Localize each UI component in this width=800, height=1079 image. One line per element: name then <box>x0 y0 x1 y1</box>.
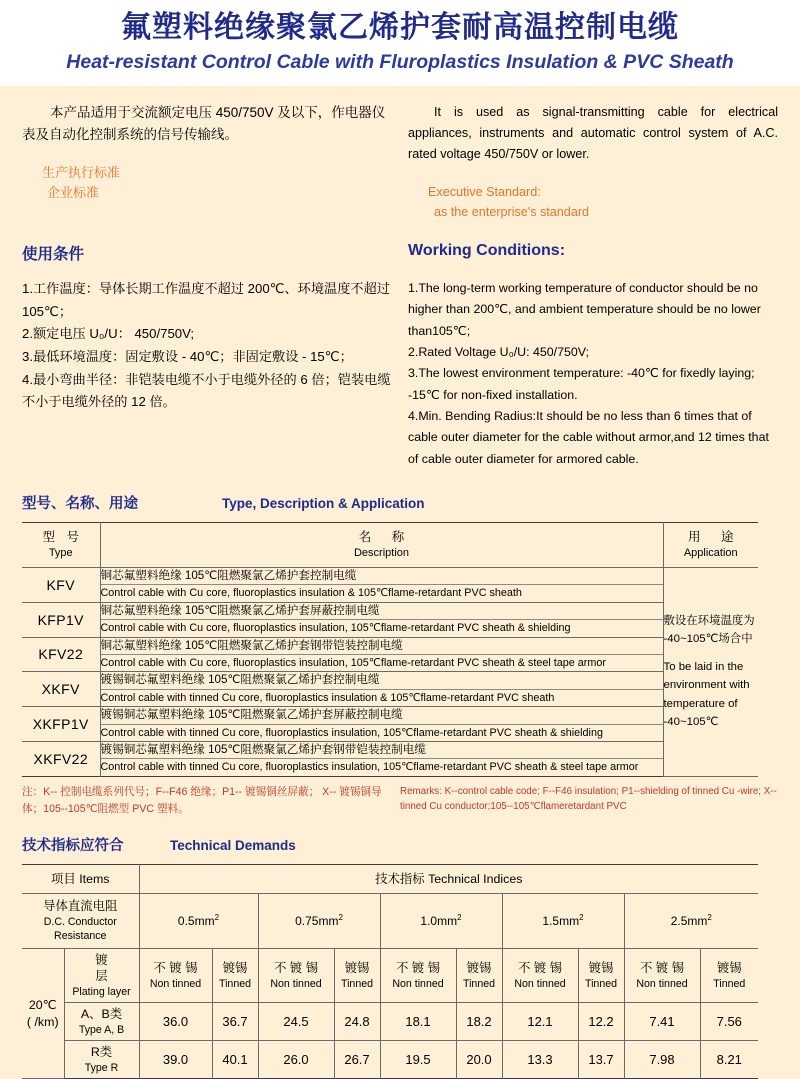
plating-tinned-en-3: Tinned <box>463 977 495 990</box>
row-label-dc-resistance <box>22 894 139 948</box>
condition-item-en-2: 2.Rated Voltage U₀/U: 450/750V; <box>408 344 590 359</box>
demands-plating-row <box>22 948 758 1003</box>
plating-tinned-en-2: Tinned <box>341 977 373 990</box>
plating-type-tinned-5 <box>700 948 758 1003</box>
size-sup-1: 2 <box>214 912 220 922</box>
technical-demands-table <box>22 864 758 1079</box>
header-type-en: Type <box>48 547 73 560</box>
demands-title-english: Technical Demands <box>170 837 296 853</box>
row-description-cn-6: 镀锡铜芯氟塑料绝缘 105℃阻燃聚氯乙烯护套钢带铠装控制电缆 <box>100 742 426 756</box>
table-row <box>22 707 758 742</box>
dc-resistance-label-en1: D.C. Conductor <box>43 916 117 928</box>
value-ab-9: 7.41 <box>624 1003 700 1041</box>
value-ab-5: 18.1 <box>380 1003 456 1041</box>
size-header-3 <box>380 894 502 948</box>
table-row <box>22 1041 758 1079</box>
header-technical-indices: 技术指标 Technical Indices <box>139 864 758 894</box>
plating-nontinned-en-2: Non tinned <box>270 977 322 990</box>
plating-tinned-en-4: Tinned <box>585 977 617 990</box>
row-description-5 <box>100 707 663 742</box>
row-description-cn-2: 铜芯氟塑料绝缘 105℃阻燃聚氯乙烯护套屏蔽控制电缆 <box>100 603 380 617</box>
row-description-en-2: Control cable with Cu core, fluoroplastics insulation, 105℃flame-retardant PVC sheath & shielding <box>101 619 663 636</box>
header-application-en: Application <box>683 547 738 560</box>
size-sup-3: 2 <box>457 912 462 922</box>
standard-block-english <box>408 182 778 222</box>
plating-tinned-cn-1: 镀锡 <box>222 960 248 975</box>
header-cell-application <box>663 522 758 567</box>
size-sup-5: 2 <box>707 912 712 922</box>
type-ab-label <box>64 1003 139 1041</box>
row-description-cn-3: 铜芯氟塑料绝缘 105℃阻燃聚氯乙烯护套钢带铠装控制电缆 <box>100 638 403 652</box>
header-application-cn: 用 途 <box>687 529 738 544</box>
plating-type-nontinned-2 <box>258 948 334 1003</box>
working-conditions-body <box>22 278 778 470</box>
plating-tinned-cn-2: 镀锡 <box>344 960 370 975</box>
page-title-english: Heat-resistant Control Cable with Fluroplastics Insulation & PVC Sheath <box>66 51 734 73</box>
table-row <box>22 567 758 602</box>
plating-type-tinned-3 <box>456 948 502 1003</box>
intro-column-english <box>400 102 778 222</box>
size-header-1 <box>139 894 258 948</box>
standard-value-english: as the enterprise's standard <box>434 204 590 219</box>
standard-label-english: Executive Standard: <box>428 184 541 199</box>
row-description-en-5: Control cable with tinned Cu core, fluoroplastics insulation, 105℃flame-retardant PVC sheath & shielding <box>101 724 663 741</box>
application-cell <box>663 567 758 776</box>
header-description-en: Description <box>353 547 410 560</box>
application-text-english: To be laid in the environment with temperature of -40~105℃ <box>663 660 750 729</box>
row-description-1 <box>100 567 663 602</box>
condition-item-en-1: 1.The long-term working temperature of conductor should be no higher than 200℃, and ambient temperature should be no lower than105℃; <box>408 280 761 338</box>
plating-type-tinned-2 <box>334 948 380 1003</box>
row-description-cn-5: 镀锡铜芯氟塑料绝缘 105℃阻燃聚氯乙烯护套屏蔽控制电缆 <box>100 708 403 722</box>
plating-tinned-en-5: Tinned <box>713 977 746 990</box>
size-value-5: 2.5mm <box>670 913 708 928</box>
type-table-wrapper <box>0 522 800 777</box>
demands-title-chinese: 技术指标应符合 <box>22 837 124 854</box>
type-section-title-chinese: 型号、名称、用途 <box>22 495 138 512</box>
temp-unit-cell <box>22 948 64 1079</box>
table-row <box>22 1003 758 1041</box>
dc-resistance-label-en2: Resistance <box>54 930 107 943</box>
value-r-4: 26.7 <box>334 1041 380 1079</box>
header-items: 项目 Items <box>22 864 139 894</box>
row-description-6 <box>100 741 663 776</box>
header-cell-description <box>100 522 663 567</box>
value-r-3: 26.0 <box>258 1041 334 1079</box>
value-r-7: 13.3 <box>502 1041 578 1079</box>
size-value-1: 0.5mm <box>177 913 215 928</box>
size-header-2 <box>258 894 380 948</box>
row-description-4 <box>100 672 663 707</box>
row-description-3 <box>100 637 663 672</box>
plating-nontinned-cn-2: 不 镀 锡 <box>273 960 319 975</box>
application-text-chinese: 敷设在环境温度为 -40~105℃场合中 <box>663 614 755 646</box>
dc-resistance-label-cn: 导体直流电阻 <box>43 899 118 914</box>
value-r-9: 7.98 <box>624 1041 700 1079</box>
working-conditions-list-english <box>400 278 778 470</box>
row-type-code-1: KFV <box>22 567 100 602</box>
row-description-2 <box>100 602 663 637</box>
demands-table-wrapper <box>0 864 800 1079</box>
type-r-label-en: Type R <box>84 1062 119 1075</box>
table-row <box>22 637 758 672</box>
page-title-chinese: 氟塑料绝缘聚氯乙烯护套耐高温控制电缆 <box>121 11 679 44</box>
row-description-en-1: Control cable with Cu core, fluoroplastics insulation & 105℃flame-retardant PVC sheath <box>101 584 663 601</box>
standard-block-chinese <box>22 163 392 203</box>
working-conditions-list-chinese <box>22 278 400 470</box>
size-sup-4: 2 <box>579 912 584 922</box>
plating-nontinned-cn-3: 不 镀 锡 <box>395 960 441 975</box>
row-description-en-6: Control cable with tinned Cu core, fluoroplastics insulation, 105℃flame-retardant PVC sheath & steel tape armor <box>101 758 663 775</box>
plating-nontinned-cn-1: 不 镀 锡 <box>153 960 198 975</box>
plating-nontinned-en-4: Non tinned <box>514 977 566 990</box>
size-sup-2: 2 <box>338 912 343 922</box>
plating-nontinned-cn-4: 不 镀 锡 <box>517 960 563 975</box>
working-conditions-heading-chinese: 使用条件 <box>22 245 85 263</box>
plating-type-nontinned-3 <box>380 948 456 1003</box>
size-header-4 <box>502 894 624 948</box>
document-body <box>0 102 800 513</box>
size-value-4: 1.5mm <box>542 913 580 928</box>
plating-nontinned-cn-5: 不 镀 锡 <box>639 960 685 975</box>
value-ab-6: 18.2 <box>456 1003 502 1041</box>
unit-label: ( /km) <box>26 1014 59 1029</box>
intro-text-chinese: 本产品适用于交流额定电压 450/750V 及以下，作电器仪表及自动化控制系统的信号传输线。 <box>22 105 386 143</box>
row-description-en-3: Control cable with Cu core, fluoroplastics insulation, 105℃flame-retardant PVC sheath & steel tape armor <box>101 654 663 671</box>
working-conditions-heading-english: Working Conditions: <box>408 241 566 259</box>
value-ab-4: 24.8 <box>334 1003 380 1041</box>
row-description-cn-1: 铜芯氟塑料绝缘 105℃阻燃聚氯乙烯护套控制电缆 <box>100 568 357 582</box>
row-type-code-5: XKFP1V <box>22 707 100 742</box>
remarks-section <box>0 777 800 818</box>
row-type-code-6: XKFV22 <box>22 741 100 776</box>
plating-tinned-cn-3: 镀锡 <box>466 960 492 975</box>
plating-tinned-cn-5: 镀锡 <box>716 960 742 975</box>
table-row <box>22 672 758 707</box>
row-type-code-2: KFP1V <box>22 602 100 637</box>
plating-tinned-cn-4: 镀锡 <box>588 960 614 975</box>
condition-item-cn-4: 4.最小弯曲半径：非铠装电缆不小于电缆外径的 6 倍；铠装电缆不小于电缆外径的 12 倍。 <box>22 371 391 410</box>
value-r-8: 13.7 <box>578 1041 624 1079</box>
demands-title-wrapper <box>0 834 800 855</box>
demands-header-row <box>22 864 758 894</box>
condition-item-cn-1: 1.工作温度：导体长期工作温度不超过 200℃、环境温度不超过 105℃； <box>22 280 390 319</box>
header-type-cn: 型 号 <box>42 529 83 544</box>
type-r-label-cn: R类 <box>90 1045 113 1060</box>
value-r-5: 19.5 <box>380 1041 456 1079</box>
type-ab-label-en: Type A, B <box>78 1024 125 1037</box>
value-ab-8: 12.2 <box>578 1003 624 1041</box>
working-conditions-heading-en-wrap <box>400 242 778 264</box>
intro-section <box>22 102 778 222</box>
plating-nontinned-en-1: Non tinned <box>149 977 202 990</box>
application-spacer <box>664 649 759 658</box>
type-section-title-row <box>22 492 778 513</box>
value-ab-3: 24.5 <box>258 1003 334 1041</box>
table-header-row <box>22 522 758 567</box>
value-r-6: 20.0 <box>456 1041 502 1079</box>
size-value-3: 1.0mm <box>420 913 458 928</box>
row-type-code-3: KFV22 <box>22 637 100 672</box>
plating-nontinned-en-3: Non tinned <box>392 977 444 990</box>
value-ab-10: 7.56 <box>700 1003 758 1041</box>
header-description-cn: 名 称 <box>358 529 409 544</box>
value-ab-7: 12.1 <box>502 1003 578 1041</box>
plating-type-nontinned-5 <box>624 948 700 1003</box>
temperature-label: 20℃ <box>28 997 57 1012</box>
size-value-2: 0.75mm <box>295 913 339 928</box>
type-description-application-table <box>22 522 758 777</box>
row-type-code-4: XKFV <box>22 672 100 707</box>
condition-item-en-3: 3.The lowest environment temperature: -40℃ for fixedly laying; -15℃ for non-fixed installation. <box>408 366 755 402</box>
plating-type-nontinned-1 <box>139 948 212 1003</box>
intro-text-english: It is used as signal-transmitting cable for electrical appliances, instruments and automatic control system of A.C. rated voltage 450/750V or lower. <box>408 105 778 161</box>
standard-value-chinese: 企业标准 <box>47 185 100 201</box>
condition-item-cn-3: 3.最低环境温度：固定敷设 - 40℃；非固定敷设 - 15℃； <box>22 349 353 365</box>
condition-item-en-4: 4.Min. Bending Radius:It should be no less than 6 times that of cable outer diameter for the cable without armor,and 12 times that of cable outer diameter for armored cable. <box>408 408 769 466</box>
working-conditions-heading-cn-wrap <box>22 242 400 264</box>
demands-section-title-row <box>22 834 778 855</box>
plating-nontinned-en-5: Non tinned <box>636 977 688 990</box>
row-description-cn-4: 镀锡铜芯氟塑料绝缘 105℃阻燃聚氯乙烯护套控制电缆 <box>100 673 380 687</box>
plating-label-cn: 镀 层 <box>95 952 148 984</box>
plating-type-tinned-4 <box>578 948 624 1003</box>
header-cell-type <box>22 522 100 567</box>
document-header <box>0 0 800 86</box>
plating-type-nontinned-4 <box>502 948 578 1003</box>
row-description-en-4: Control cable with tinned Cu core, fluoroplastics insulation & 105℃flame-retardant PVC sheath <box>101 689 663 706</box>
plating-type-tinned-1 <box>212 948 258 1003</box>
value-ab-1: 36.0 <box>139 1003 212 1041</box>
type-r-label <box>64 1041 139 1079</box>
table-row <box>22 602 758 637</box>
demands-size-row <box>22 894 758 948</box>
condition-item-cn-2: 2.额定电压 U₀/U： 450/750V; <box>22 326 195 342</box>
value-r-2: 40.1 <box>212 1041 258 1079</box>
value-r-10: 8.21 <box>700 1041 758 1079</box>
size-header-5 <box>624 894 758 948</box>
type-section-title-english: Type, Description & Application <box>222 495 425 511</box>
value-ab-2: 36.7 <box>212 1003 258 1041</box>
remarks-chinese: 注：K-- 控制电缆系列代号；F--F46 绝缘；P1-- 镀锡铜丝屏蔽； X-- 镀锡铜导体；105--105℃阻燃型 PVC 塑料。 <box>22 785 382 815</box>
plating-tinned-en-1: Tinned <box>219 977 251 990</box>
type-ab-label-cn: A、B类 <box>80 1007 123 1022</box>
plating-label-en: Plating layer <box>72 986 131 999</box>
remarks-english: Remarks: K--control cable code; F--F46 insulation; P1--shielding of tinned Cu -wire; X--tinned Cu conductor;105--105℃flameretardant PVC <box>400 785 777 813</box>
plating-layer-label <box>64 948 148 1003</box>
working-conditions-headings <box>22 242 778 264</box>
intro-column-chinese <box>22 102 400 222</box>
table-row <box>22 741 758 776</box>
value-r-1: 39.0 <box>139 1041 212 1079</box>
standard-label-chinese: 生产执行标准 <box>42 165 121 181</box>
